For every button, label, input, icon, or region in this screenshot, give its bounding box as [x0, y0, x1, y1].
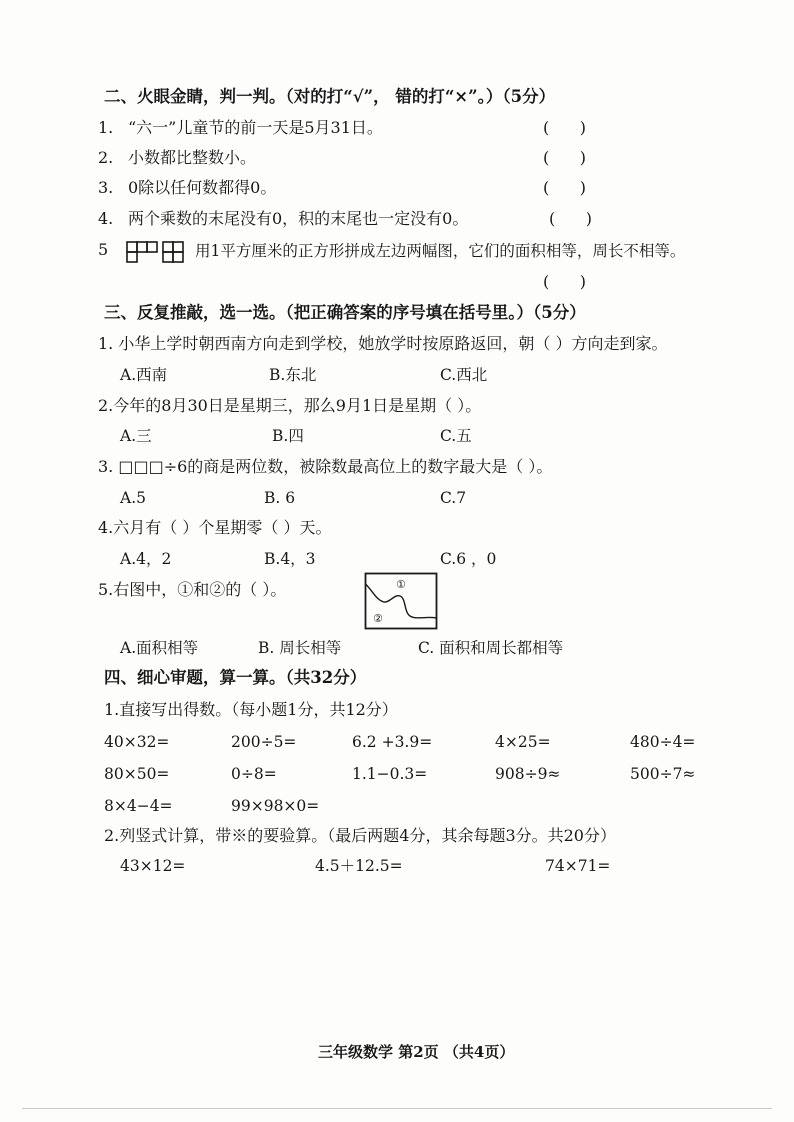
- choice-1-option-c[interactable]: C.西北: [440, 366, 488, 384]
- judge-item-2: [98, 148, 256, 168]
- judge-item-2-number: 2.: [98, 148, 114, 167]
- choice-3-option-c[interactable]: C.7: [440, 489, 467, 507]
- choice-2-option-c[interactable]: C.五: [440, 427, 472, 445]
- judge-item-5-number: 5: [98, 240, 109, 259]
- scan-edge-divider: [22, 1108, 772, 1109]
- region-1-label: ①: [396, 578, 406, 591]
- choice-4-option-b[interactable]: B.4，3: [264, 550, 316, 568]
- oral-calc-r2c5: 500÷7≈: [630, 765, 696, 783]
- oral-calc-r1c1: 40×32=: [104, 733, 170, 751]
- oral-calc-r2c3: 1.1−0.3=: [352, 765, 428, 783]
- oral-calc-r3c1: 8×4−4=: [104, 797, 173, 815]
- judge-item-2-answer[interactable]: ( ): [543, 148, 586, 167]
- judge-item-1: [98, 118, 383, 138]
- choice-question-4: 4.六月有（ ）个星期零（ ）天。: [98, 518, 332, 537]
- judge-item-2-text: 小数都比整数小。: [128, 148, 257, 167]
- oral-calc-r2c2: 0÷8=: [231, 765, 277, 783]
- judge-item-4-answer[interactable]: ( ): [549, 209, 592, 228]
- choice-1-option-b[interactable]: B.东北: [269, 366, 317, 384]
- oral-calc-title: 1.直接写出得数。（每小题1分，共12分）: [104, 700, 398, 719]
- oral-calc-r1c4: 4×25=: [495, 733, 551, 751]
- choice-2-option-b[interactable]: B.四: [272, 427, 304, 445]
- page-footer: 三年级数学 第2页 （共4页）: [318, 1043, 515, 1061]
- judge-item-3: [98, 178, 276, 198]
- vertical-calc-3: 74×71=: [545, 857, 611, 875]
- judge-item-3-answer[interactable]: ( ): [543, 178, 586, 197]
- vertical-calc-2: 4.5＋12.5=: [315, 857, 403, 875]
- oral-calc-r1c2: 200÷5=: [231, 733, 297, 751]
- choice-question-1: 1. 小华上学时朝西南方向走到学校，她放学时按原路返回，朝（ ）方向走到家。: [98, 334, 668, 353]
- judge-item-4-number: 4.: [98, 209, 114, 228]
- choice-question-5: 5.右图中，①和②的（ ）。: [98, 580, 287, 599]
- judge-item-4-text: 两个乘数的末尾没有0，积的末尾也一定没有0。: [128, 209, 469, 228]
- choice-3-option-a[interactable]: A.5: [120, 489, 146, 507]
- section2-heading: 二、火眼金睛，判一判。（对的打“√”， 错的打“×”。）（5分）: [104, 87, 556, 106]
- judge-item-3-text: 0除以任何数都得0。: [128, 178, 277, 197]
- oral-calc-r2c1: 80×50=: [104, 765, 170, 783]
- choice-3-option-b[interactable]: B. 6: [264, 489, 296, 507]
- vertical-calc-title: 2.列竖式计算，带※的要验算。（最后两题4分，其余每题3分。共20分）: [104, 826, 616, 845]
- choice-question-3: 3. □□□÷6的商是两位数，被除数最高位上的数字最大是（ ）。: [98, 457, 553, 476]
- oral-calc-r1c5: 480÷4=: [630, 733, 696, 751]
- section4-heading: 四、细心审题，算一算。（共32分）: [104, 668, 367, 687]
- choice-4-option-c[interactable]: C.6 ，0: [440, 550, 497, 568]
- choice-4-option-a[interactable]: A.4，2: [120, 550, 172, 568]
- choice-5-option-c[interactable]: C. 面积和周长都相等: [418, 639, 564, 657]
- judge-item-1-text: “六一”儿童节的前一天是5月31日。: [128, 118, 383, 137]
- section3-heading: 三、反复推敲，选一选。（把正确答案的序号填在括号里。）（5分）: [104, 303, 586, 322]
- oral-calc-r2c4: 908÷9≈: [495, 765, 561, 783]
- judge-item-1-number: 1.: [98, 118, 114, 137]
- choice-5-option-a[interactable]: A.面积相等: [120, 639, 199, 657]
- judge-item-5-answer[interactable]: ( ): [543, 272, 586, 291]
- judge-item-4: [98, 209, 468, 229]
- choice-1-option-a[interactable]: A.西南: [120, 366, 168, 384]
- region-split-figure: [364, 572, 438, 630]
- judge-item-5-text: 用1平方厘米的正方形拼成左边两幅图，它们的面积相等，周长不相等。: [195, 242, 686, 260]
- region-2-label: ②: [373, 612, 383, 625]
- judge-item-3-number: 3.: [98, 178, 114, 197]
- choice-2-option-a[interactable]: A.三: [120, 427, 152, 445]
- oral-calc-r3c2: 99×98×0=: [231, 797, 320, 815]
- judge-item-1-answer[interactable]: ( ): [543, 118, 586, 137]
- square-tiles-figure: [126, 241, 186, 263]
- oral-calc-r1c3: 6.2 +3.9=: [352, 733, 433, 751]
- choice-5-option-b[interactable]: B. 周长相等: [258, 639, 342, 657]
- choice-question-2: 2.今年的8月30日是星期三，那么9月1日是星期（ ）。: [98, 396, 482, 415]
- vertical-calc-1: 43×12=: [120, 857, 186, 875]
